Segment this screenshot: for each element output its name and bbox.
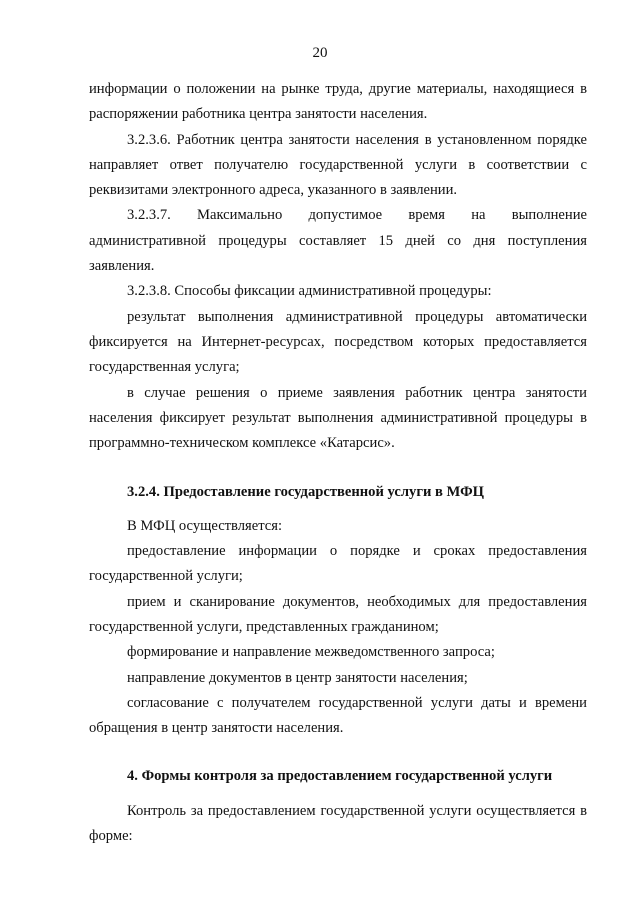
paragraph: направление документов в центр занятости населения; xyxy=(127,669,468,686)
paragraph: 3.2.3.7. Максимально допустимое время на выполнение административной процедуры составляет 15 дней со дня поступления заявления. xyxy=(89,207,587,275)
paragraph: прием и сканирование документов, необходимых для предоставления государственной услуги, представленных гражданином; xyxy=(89,593,587,635)
paragraph: согласование с получателем государственной услуги даты и времени обращения в центр занятости населения. xyxy=(89,694,587,737)
paragraph: результат выполнения административной процедуры автоматически фиксируется на Интернет-ресурсах, посредством которых предоставляется государственная услуга; xyxy=(89,308,587,376)
page-number: 20 xyxy=(312,45,328,61)
paragraph: формирование и направление межведомственного запроса; xyxy=(127,644,495,661)
paragraph: предоставление информации о порядке и сроках предоставления государственной услуги; xyxy=(89,543,587,585)
document-body xyxy=(89,77,587,849)
paragraph: 3.2.3.6. Работник центра занятости населения в установленном порядке направляет ответ получателю государственной услуги в соответствии с реквизитами электронного адреса, указанного в заявлении. xyxy=(89,131,587,199)
paragraph: 3.2.3.8. Способы фиксации административной процедуры: xyxy=(127,283,492,300)
paragraph: в случае решения о приеме заявления работник центра занятости населения фиксирует результат выполнения административной процедуры в программно-техническом комплексе «Катарсис». xyxy=(89,384,587,452)
paragraph: Контроль за предоставлением государственной услуги осуществляется в форме: xyxy=(89,802,587,845)
section-heading: 4. Формы контроля за предоставлением государственной услуги xyxy=(127,768,553,785)
paragraph: В МФЦ осуществляется: xyxy=(127,517,283,534)
section-heading: 3.2.4. Предоставление государственной услуги в МФЦ xyxy=(127,484,485,501)
paragraph: информации о положении на рынке труда, другие материалы, находящиеся в распоряжении работника центра занятости населения. xyxy=(89,81,587,123)
